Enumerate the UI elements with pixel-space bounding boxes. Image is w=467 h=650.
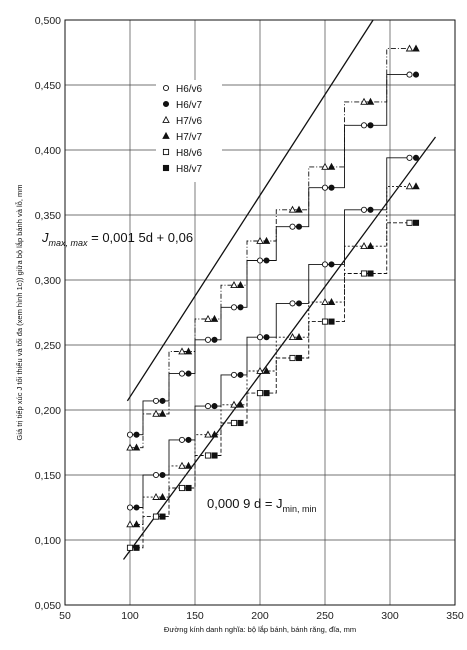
annotation-lower-sub: min, min — [282, 504, 317, 514]
triangle-marker — [296, 334, 302, 340]
circle-marker — [361, 123, 366, 128]
y-tick-label: 0,100 — [34, 535, 61, 547]
annotation-upper-sub: max, max — [48, 238, 88, 248]
circle-marker — [238, 372, 243, 377]
circle-marker — [205, 404, 210, 409]
circle-marker — [160, 472, 165, 477]
square-marker — [407, 220, 412, 225]
y-tick-label: 0,300 — [34, 275, 61, 287]
square-marker — [322, 319, 327, 324]
square-marker — [127, 545, 132, 550]
square-marker — [238, 420, 243, 425]
square-marker — [186, 485, 191, 490]
triangle-marker — [153, 494, 159, 500]
circle-marker — [134, 505, 139, 510]
y-tick-label: 0,200 — [34, 405, 61, 417]
y-tick-label: 0,400 — [34, 145, 61, 157]
triangle-marker — [322, 299, 328, 305]
square-marker — [290, 355, 295, 360]
circle-marker — [127, 432, 132, 437]
annotation-lower-bound — [207, 496, 317, 514]
circle-marker — [160, 398, 165, 403]
x-tick-label: 250 — [316, 610, 334, 622]
triangle-marker — [127, 521, 133, 527]
legend-label: H7/v6 — [176, 116, 203, 127]
circle-marker — [264, 335, 269, 340]
square-marker — [368, 271, 373, 276]
square-marker — [231, 420, 236, 425]
circle-marker — [257, 258, 262, 263]
legend-label: H8/v7 — [176, 164, 203, 175]
x-tick-label: 350 — [446, 610, 464, 622]
x-axis-label: Đường kính danh nghĩa: bộ lắp bánh, bánh răng, đĩa, mm — [163, 625, 357, 634]
x-tick-labels — [59, 610, 464, 622]
triangle-marker — [290, 334, 296, 340]
circle-marker — [134, 432, 139, 437]
square-marker — [153, 514, 158, 519]
circle-marker — [361, 207, 366, 212]
legend-label: H7/v7 — [176, 132, 203, 143]
y-tick-label: 0,500 — [34, 15, 61, 27]
y-axis-label: Giá trị tiếp xúc J tối thiểu và tối đa (xem hình 1c)) giữa bộ lắp bánh và lỗ, mm — [15, 184, 24, 441]
legend-label: H6/v7 — [176, 100, 203, 111]
x-tick-label: 100 — [121, 610, 139, 622]
y-tick-label: 0,450 — [34, 80, 61, 92]
circle-marker — [231, 372, 236, 377]
circle-marker — [179, 437, 184, 442]
square-marker — [134, 545, 139, 550]
circle-marker — [163, 101, 168, 106]
annotation-lower-pre: 0,000 9 d = J — [207, 496, 283, 511]
square-marker — [163, 149, 168, 154]
circle-marker — [296, 224, 301, 229]
square-marker — [329, 319, 334, 324]
circle-marker — [407, 72, 412, 77]
legend-label: H8/v6 — [176, 148, 203, 159]
x-tick-label: 200 — [251, 610, 269, 622]
x-tick-label: 50 — [59, 610, 71, 622]
square-marker — [264, 391, 269, 396]
circle-marker — [413, 155, 418, 160]
circle-marker — [329, 262, 334, 267]
square-marker — [205, 453, 210, 458]
circle-marker — [322, 185, 327, 190]
circle-marker — [153, 472, 158, 477]
bound-line — [127, 20, 373, 401]
y-tick-label: 0,150 — [34, 470, 61, 482]
circle-marker — [179, 371, 184, 376]
circle-marker — [413, 72, 418, 77]
square-marker — [296, 355, 301, 360]
circle-marker — [296, 301, 301, 306]
x-tick-label: 300 — [381, 610, 399, 622]
circle-marker — [163, 85, 168, 90]
circle-marker — [238, 305, 243, 310]
triangle-marker — [186, 463, 192, 469]
circle-marker — [212, 404, 217, 409]
annotation-upper-bound — [41, 230, 193, 248]
triangle-marker — [407, 45, 413, 51]
triangle-marker — [407, 183, 413, 189]
circle-marker — [290, 224, 295, 229]
circle-marker — [322, 262, 327, 267]
circle-marker — [186, 437, 191, 442]
y-tick-label: 0,350 — [34, 210, 61, 222]
circle-marker — [407, 155, 412, 160]
square-marker — [160, 514, 165, 519]
y-tick-label: 0,050 — [34, 600, 61, 612]
circle-marker — [205, 337, 210, 342]
square-marker — [257, 391, 262, 396]
y-tick-label: 0,250 — [34, 340, 61, 352]
legend — [156, 80, 222, 182]
circle-marker — [153, 398, 158, 403]
circle-marker — [212, 337, 217, 342]
square-marker — [179, 485, 184, 490]
grid — [65, 20, 455, 605]
y-tick-labels — [35, 15, 61, 612]
square-marker — [163, 165, 168, 170]
annotation-upper-j: J — [42, 230, 49, 245]
circle-marker — [257, 335, 262, 340]
annotation-upper-rest: = 0,001 5d + 0,06 — [87, 230, 194, 245]
triangle-marker — [413, 45, 419, 51]
triangle-marker — [361, 243, 367, 249]
x-tick-label: 150 — [186, 610, 204, 622]
legend-label: H6/v6 — [176, 84, 203, 95]
circle-marker — [329, 185, 334, 190]
circle-marker — [264, 258, 269, 263]
circle-marker — [127, 505, 132, 510]
circle-marker — [231, 305, 236, 310]
square-marker — [413, 220, 418, 225]
square-marker — [361, 271, 366, 276]
circle-marker — [368, 123, 373, 128]
circle-marker — [290, 301, 295, 306]
circle-marker — [368, 207, 373, 212]
circle-marker — [186, 371, 191, 376]
square-marker — [212, 453, 217, 458]
triangle-marker — [413, 183, 419, 189]
